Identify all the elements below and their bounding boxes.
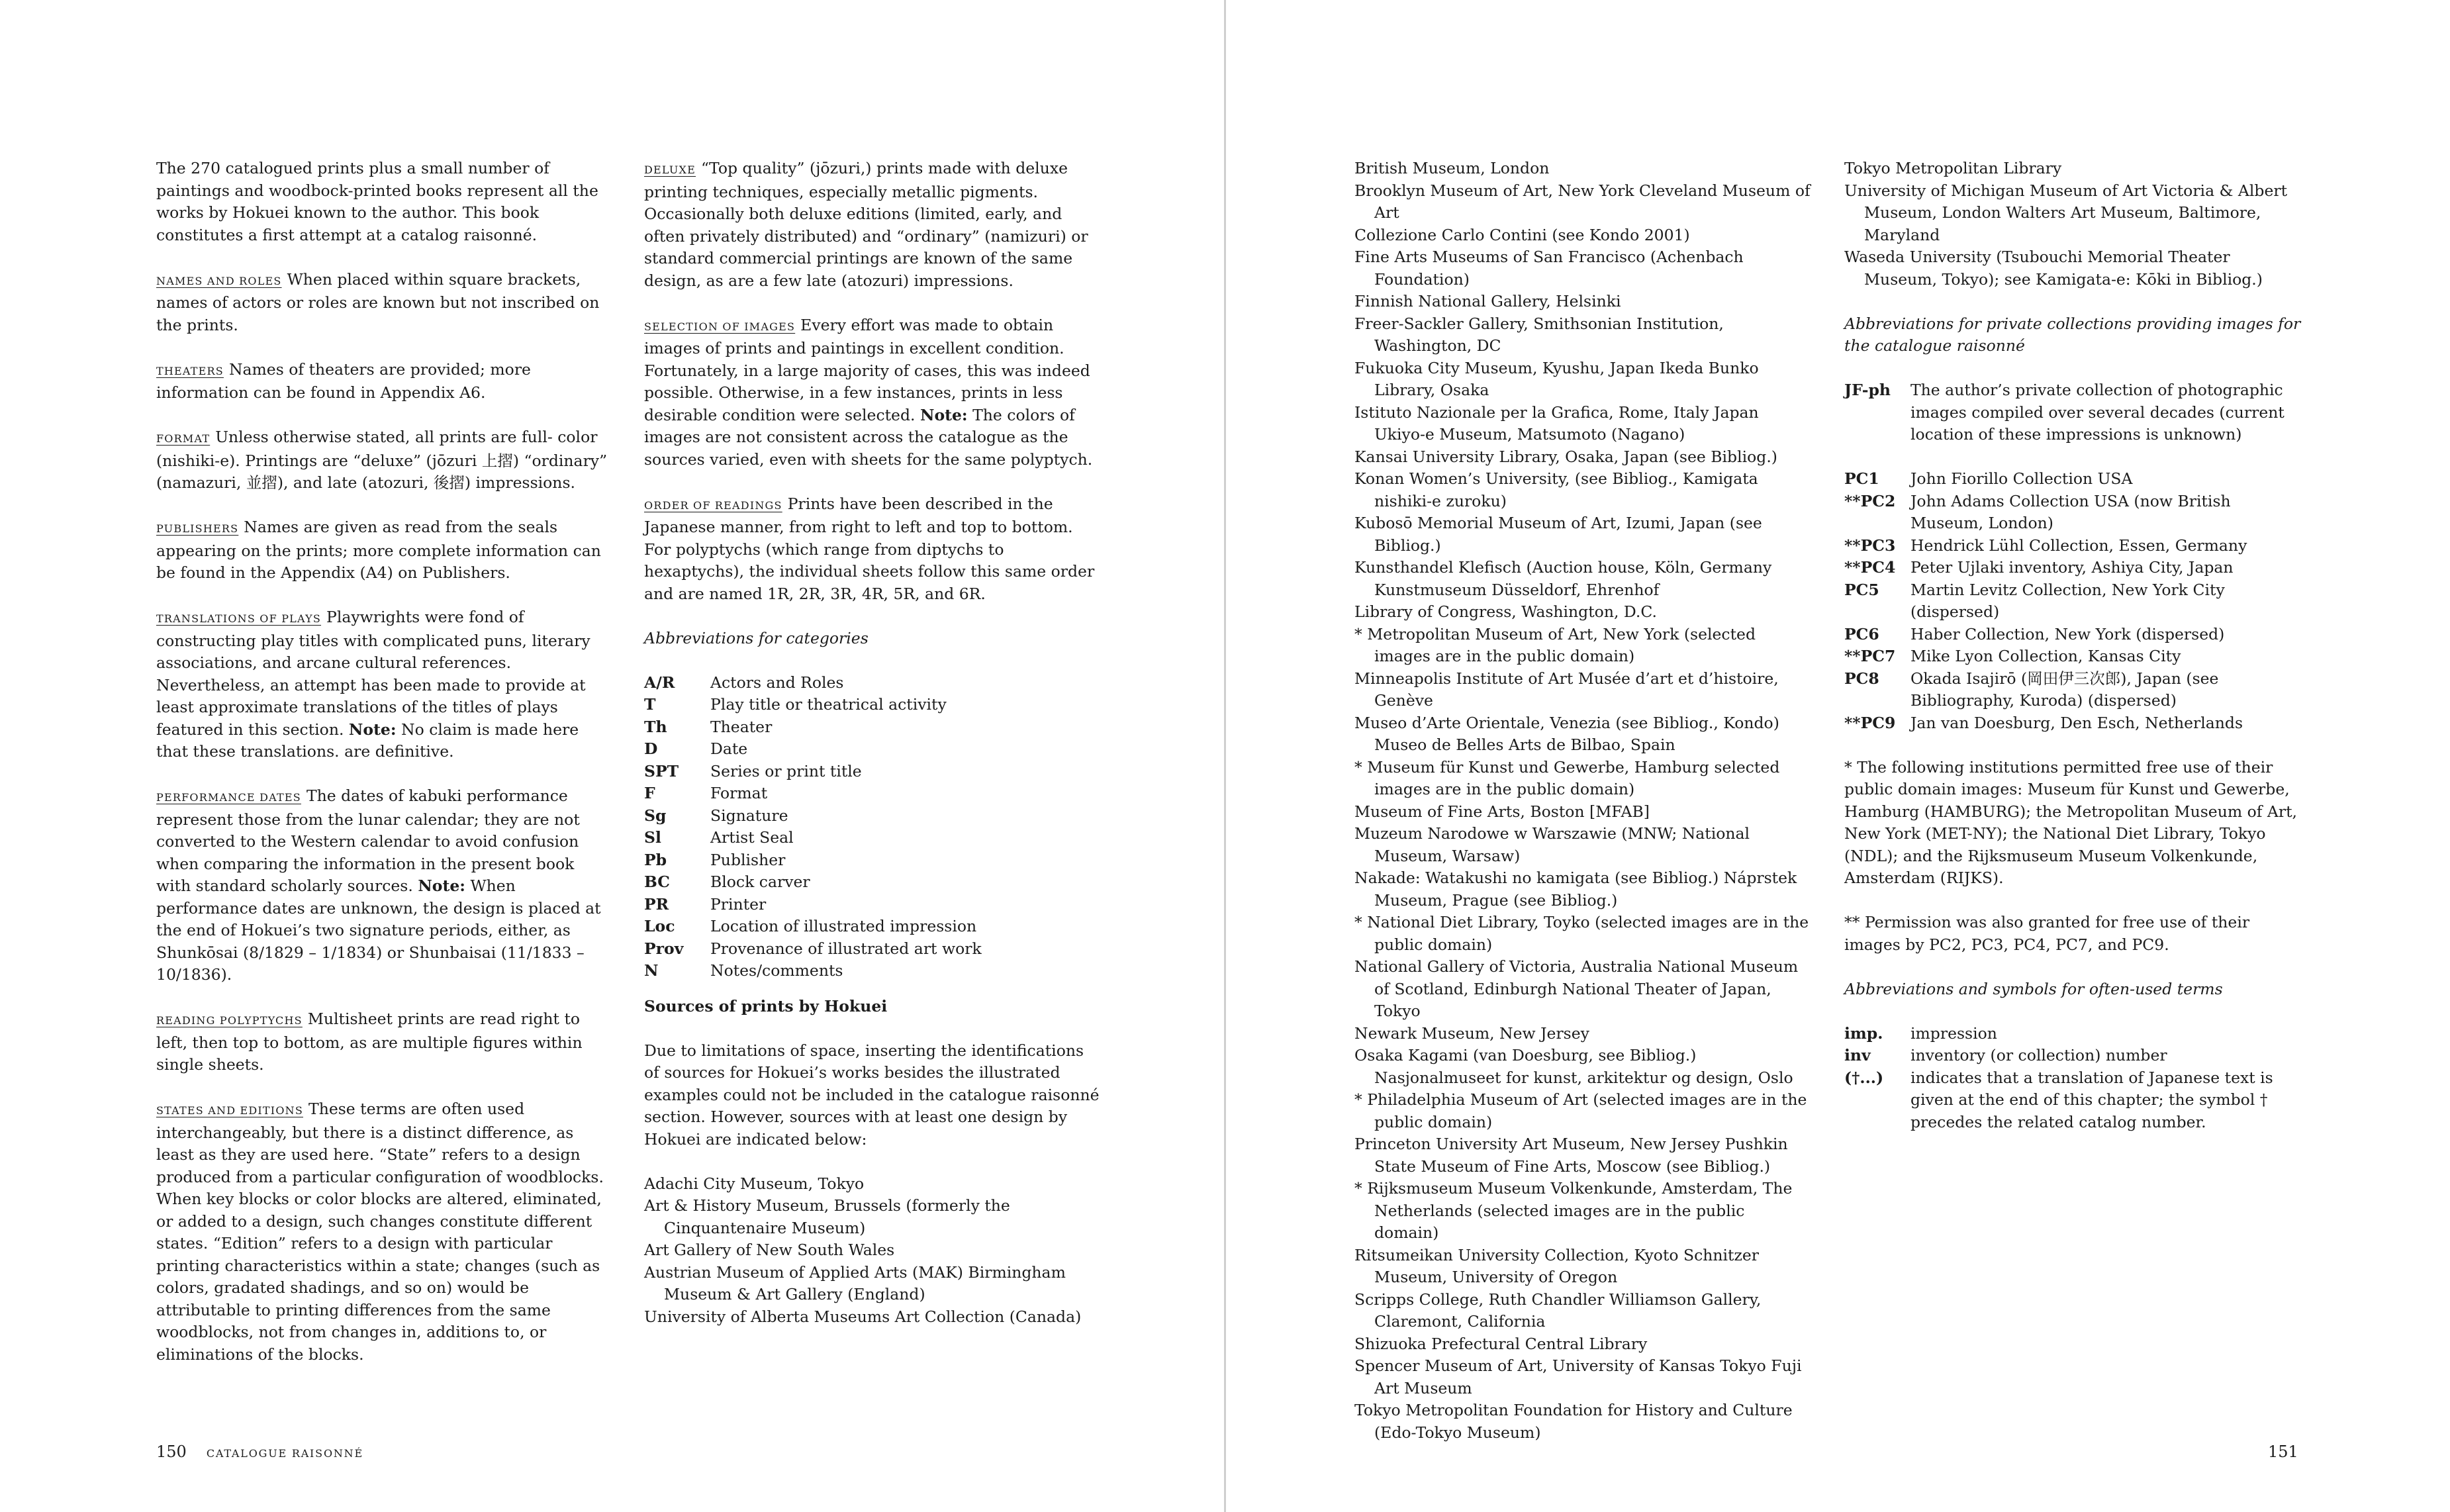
list-item: Fukuoka City Museum, Kyushu, Japan Ikeda Bunko Library, Osaka (1354, 358, 1759, 399)
note-label: Note: (919, 405, 968, 424)
list-item: Scripps College, Ruth Chandler Williamson Gallery, Claremont, California (1354, 1290, 1762, 1331)
list-item (644, 694, 1101, 716)
list-item: Nakade: Watakushi no kamigata (see Bibliog.) Náprstek Museum, Prague (see Bibliog.) (1354, 869, 1797, 910)
abbr-key: **PC4 (1844, 558, 1896, 577)
section-publishers (156, 516, 613, 585)
private-collections-list (1844, 379, 2301, 734)
list-item (644, 738, 1101, 761)
list-item: Austrian Museum of Applied Arts (MAK) Birmingham Museum & Art Gallery (England) (644, 1262, 1066, 1303)
abbr-key: (†...) (1844, 1068, 1884, 1087)
list-item (644, 716, 1101, 739)
terms-list (1844, 1023, 2301, 1134)
list-item (1844, 557, 2301, 579)
abbr-value: Printer (710, 894, 767, 914)
abbr-value: Okada Isajirō (岡田伊三次郎), Japan (see Bibliography, Kuroda) (dispersed) (1910, 669, 2219, 710)
list-item: Fine Arts Museums of San Francisco (Achenbach Foundation) (1354, 248, 1744, 289)
abbr-key: PC5 (1844, 580, 1879, 599)
list-item: Kansai University Library, Osaka, Japan (see Bibliog.) (1354, 447, 1777, 466)
section-text: Every effort was made to obtain images of prints and paintings in excellent condition. Fortunately, in a large majority of cases, this was indeed possible. Otherwise, in a few instances, prints in less desirable condition were selected. (644, 315, 1090, 424)
abbr-value: Play title or theatrical activity (710, 695, 947, 714)
section-head: STATES AND EDITIONS (156, 1104, 304, 1117)
abbr-key: JF-ph (1844, 381, 1891, 399)
abbr-value: Provenance of illustrated art work (710, 939, 982, 958)
list-item (1844, 668, 2301, 712)
right-page-column-2 (1844, 158, 2301, 1156)
list-item (1844, 1045, 2301, 1067)
abbr-value: The author’s private collection of photographic images compiled over several decades (current location of these impressions is unknown) (1910, 381, 2285, 444)
right-page-footer (2268, 1442, 2298, 1462)
list-item: Osaka Kagami (van Doesburg, see Bibliog.) Nasjonalmuseet for kunst, arkitektur og design, Oslo (1354, 1046, 1793, 1087)
list-item (1844, 1023, 2301, 1045)
list-item: Art & History Museum, Brussels (formerly the Cinquantenaire Museum) (644, 1196, 1010, 1237)
page-number: 150 (156, 1442, 187, 1461)
list-item (1844, 491, 2301, 535)
list-item (644, 938, 1101, 961)
list-item: Museum of Fine Arts, Boston [MFAB] (1354, 802, 1650, 821)
list-item (644, 916, 1101, 938)
page-number: 151 (2268, 1442, 2298, 1461)
abbr-key: A/R (644, 673, 675, 692)
sources-intro: Due to limitations of space, inserting the identifications of sources for Hokuei’s works besides the illustrated examples could not be included in the catalogue raisonné section. However, sources with at least one design by Hokuei are indicated below: (644, 1041, 1100, 1149)
note-text: No claim is made here that these translations. are definitive. (156, 720, 579, 761)
list-item (644, 672, 1101, 694)
section-names-and-roles (156, 269, 613, 337)
left-page-footer (156, 1442, 363, 1464)
section-head: PUBLISHERS (156, 522, 239, 535)
abbr-key: **PC3 (1844, 536, 1896, 555)
private-collections-title: Abbreviations for private collections providing images for the catalogue raisonné (1844, 314, 2301, 355)
list-item: * Metropolitan Museum of Art, New York (selected images are in the public domain) (1354, 624, 1756, 665)
list-item: Istituto Nazionale per la Grafica, Rome, Italy Japan Ukiyo-e Museum, Matsumoto (Nagano) (1354, 402, 1759, 444)
section-reading-polyptychs (156, 1008, 613, 1076)
list-item (1844, 579, 2301, 624)
list-item: Brooklyn Museum of Art, New York Cleveland Museum of Art (1354, 181, 1811, 222)
list-item: * Rijksmuseum Museum Volkenkunde, Amsterdam, The Netherlands (selected images are in the public domain) (1354, 1179, 1793, 1242)
abbr-value: Signature (710, 806, 788, 825)
abbr-key: PR (644, 894, 669, 914)
section-deluxe (644, 158, 1101, 292)
abbr-key: Pb (644, 850, 667, 869)
abbr-key: Loc (644, 917, 675, 935)
list-item (644, 960, 1101, 982)
list-item (1844, 468, 2301, 491)
list-item (644, 827, 1101, 849)
abbr-key: **PC9 (1844, 713, 1896, 732)
section-head: ORDER OF READINGS (644, 498, 782, 512)
abbr-key: SPT (644, 761, 679, 780)
abbr-key: PC6 (1844, 624, 1879, 643)
list-item: British Museum, London (1354, 159, 1550, 177)
section-selection-of-images (644, 314, 1101, 471)
abbr-key: PC8 (1844, 669, 1879, 688)
list-item (1844, 624, 2301, 646)
section-performance-dates (156, 785, 613, 986)
section-head: NAMES AND ROLES (156, 274, 282, 287)
list-item (644, 894, 1101, 916)
section-text: The dates of kabuki performance represent those from the lunar calendar; they are not converted to the Western calendar to avoid confusion when comparing the information in the present book with standard scholarly sources. (156, 786, 580, 895)
abbr-value: Notes/comments (710, 961, 843, 980)
list-item: * Museum für Kunst und Gewerbe, Hamburg selected images are in the public domain) (1354, 757, 1780, 798)
list-item: Adachi City Museum, Tokyo (644, 1174, 865, 1193)
section-text: Multisheet prints are read right to left, then top to bottom, as are multiple figures within single sheets. (156, 1010, 583, 1074)
note-text: The colors of images are not consistent across the catalogue as the sources varied, even with sheets for the same polyptych. (644, 405, 1093, 469)
section-head: DELUXE (644, 164, 696, 176)
list-item: Spencer Museum of Art, University of Kansas Tokyo Fuji Art Museum (1354, 1356, 1802, 1397)
abbr-value: Mike Lyon Collection, Kansas City (1910, 647, 2181, 665)
abbr-value: John Adams Collection USA (now British Museum, London) (1910, 491, 2231, 532)
list-item: * National Diet Library, Toyko (selected images are in the public domain) (1354, 913, 1809, 954)
section-text: Prints have been described in the Japanese manner, from right to left and top to bottom. For polyptychs (which range from diptychs to hexaptychs), the individual sheets follow this same order and are named 1R, 2R, 3R, 4R, 5R, and 6R. (644, 494, 1095, 603)
abbr-key: Sl (644, 828, 661, 847)
right-page-column-1 (1354, 158, 1811, 1444)
abbr-value: Block carver (710, 873, 810, 891)
abbr-value: impression (1910, 1023, 1997, 1043)
abbr-value: indicates that a translation of Japanese text is given at the end of this chapter; the symbol † precedes the related catalog number. (1910, 1068, 2273, 1131)
list-item: Konan Women’s University, (see Bibliog., Kamigata nishiki-e zuroku) (1354, 469, 1758, 510)
list-item: Art Gallery of New South Wales (644, 1241, 895, 1259)
abbr-value: Peter Ujlaki inventory, Ashiya City, Japan (1910, 558, 2234, 577)
section-head: TRANSLATIONS OF PLAYS (156, 612, 322, 625)
abbr-value: Date (710, 739, 748, 758)
abbr-key: inv (1844, 1046, 1871, 1064)
section-order-of-readings (644, 493, 1101, 606)
section-head: PERFORMANCE DATES (156, 791, 301, 804)
abbr-value: Haber Collection, New York (dispersed) (1910, 624, 2225, 643)
section-head: FORMAT (156, 432, 211, 445)
book-gutter (1224, 0, 1226, 1512)
section-text: Playwrights were fond of constructing play titles with complicated puns, literary associations, and arcane cultural references. Nevertheless, an attempt has been made to provide at least approximate translations of the titles of plays featured in this section. (156, 608, 590, 739)
list-item: Tokyo Metropolitan Library (1844, 159, 2062, 177)
list-item: Finnish National Gallery, Helsinki (1354, 292, 1621, 310)
permission-note: ** Permission was also granted for free use of their images by PC2, PC3, PC4, PC7, and PC9. (1844, 913, 2250, 954)
section-text: These terms are often used interchangeably, but there is a distinct difference, as least as they are used here. “State” refers to a design produced from a particular configuration of woodblocks. When key blocks or color blocks are altered, eliminated, or added to a design, such changes constitute different states. “Edition” refers to a design with particular printing characteristics within a state; changes (such as colors, gradated shadings, and so on) would be attributable to printing differences from the same woodblocks, not from changes in, additions to, or eliminations of the blocks. (156, 1100, 604, 1364)
list-item: Shizuoka Prefectural Central Library (1354, 1334, 1648, 1353)
list-item: Princeton University Art Museum, New Jersey Pushkin State Museum of Fine Arts, Moscow (see Bibliog.) (1354, 1135, 1788, 1176)
note-text: When performance dates are unknown, the design is placed at the end of Hokuei’s two signature periods, either, as Shunkōsai (8/1829 – 1/1834) or Shunbaisai (11/1833 – 10/1836). (156, 876, 601, 984)
section-text: Unless otherwise stated, all prints are full- color (nishiki-e). Printings are “deluxe” (jōzuri 上摺) “ordinary” (namazuri, 並摺), and late (atozuri, 後摺) impressions. (156, 428, 608, 492)
abbr-key: Th (644, 717, 667, 736)
abbr-value: Actors and Roles (710, 673, 844, 692)
abbr-value: Hendrick Lühl Collection, Essen, Germany (1910, 536, 2247, 555)
list-item: Library of Congress, Washington, D.C. (1354, 602, 1657, 621)
list-item (1844, 1067, 2301, 1134)
list-item: Tokyo Metropolitan Foundation for History and Culture (Edo-Tokyo Museum) (1354, 1401, 1793, 1442)
list-item (644, 782, 1101, 805)
list-item: Kubosō Memorial Museum of Art, Izumi, Japan (see Bibliog.) (1354, 514, 1762, 555)
abbr-key: PC1 (1844, 469, 1879, 488)
section-theaters (156, 359, 613, 404)
abbr-value: Publisher (710, 850, 786, 869)
list-item (644, 871, 1101, 894)
abbr-key: N (644, 961, 659, 980)
categories-title: Abbreviations for categories (644, 628, 869, 647)
section-text: “Top quality” (jōzuri,) prints made with deluxe printing techniques, especially metallic pigments. Occasionally both deluxe editions (limited, early, and often privately distributed) and “ordinary” (namizuri) or standard commercial printings are known of the same design, as are a few late (atozuri) impressions. (644, 159, 1088, 290)
abbr-value: Theater (710, 717, 773, 736)
abbr-key: Prov (644, 939, 684, 958)
list-spacer (1844, 446, 2301, 469)
abbr-value: inventory (or collection) number (1910, 1046, 2167, 1064)
sources-list-continued (1354, 158, 1811, 1444)
list-item (1844, 645, 2301, 668)
abbr-key: BC (644, 873, 671, 891)
abbr-value: Format (710, 784, 768, 802)
list-item: Muzeum Narodowe w Warszawie (MNW; National Museum, Warsaw) (1354, 824, 1750, 865)
list-item: National Gallery of Victoria, Australia National Museum of Scotland, Edinburgh National Theater of Japan, Tokyo (1354, 957, 1799, 1020)
abbr-key: imp. (1844, 1023, 1883, 1043)
note-label: Note: (348, 720, 397, 739)
section-format (156, 426, 613, 495)
section-head: THEATERS (156, 364, 224, 377)
running-head: CATALOGUE RAISONNÉ (206, 1447, 363, 1460)
list-item: Waseda University (Tsubouchi Memorial Theater Museum, Tokyo); see Kamigata-e: Kōki in Bibliog.) (1844, 248, 2263, 289)
list-item: Ritsumeikan University Collection, Kyoto Schnitzer Museum, University of Oregon (1354, 1245, 1760, 1286)
section-text: Names are given as read from the seals appearing on the prints; more complete information can be found in the Appendix (A4) on Publishers. (156, 518, 601, 582)
abbr-value: Artist Seal (710, 828, 794, 847)
abbr-key: F (644, 784, 655, 802)
terms-title: Abbreviations and symbols for often-used terms (1844, 979, 2223, 998)
list-item: Minneapolis Institute of Art Musée d’art et d’histoire, Genève (1354, 669, 1779, 710)
abbr-key: D (644, 739, 658, 758)
note-label: Note: (418, 876, 465, 895)
list-item (644, 805, 1101, 827)
section-text: Names of theaters are provided; more information can be found in Appendix A6. (156, 359, 531, 402)
sources-heading: Sources of prints by Hokuei (644, 996, 888, 1016)
section-head: SELECTION OF IMAGES (644, 320, 796, 333)
abbr-value: Martin Levitz Collection, New York City (dispersed) (1910, 580, 2225, 621)
abbr-key: T (644, 695, 656, 714)
public-domain-note: * The following institutions permitted free use of their public domain images: Museum für Kunst und Gewerbe, Hamburg (HAMBURG); the Metropolitan Museum of Art, New York (MET-NY); the National Diet Library, Tokyo (NDL); and the Rijksmuseum Museum Volkenkunde, Amsterdam (RIJKS). (1844, 757, 2298, 887)
list-item (644, 761, 1101, 783)
list-item (1844, 712, 2301, 735)
categories-list (644, 672, 1101, 982)
list-item: * Philadelphia Museum of Art (selected images are in the public domain) (1354, 1090, 1807, 1131)
section-translations-of-plays (156, 606, 613, 763)
abbr-value: Location of illustrated impression (710, 917, 977, 935)
section-text: When placed within square brackets, names of actors or roles are known but not inscribed on the prints. (156, 269, 600, 334)
list-item: Collezione Carlo Contini (see Kondo 2001) (1354, 225, 1690, 244)
list-item: Kunsthandel Klefisch (Auction house, Köln, Germany Kunstmuseum Düsseldorf, Ehrenhof (1354, 558, 1772, 599)
list-item: University of Michigan Museum of Art Victoria & Albert Museum, London Walters Art Museum, Baltimore, Maryland (1844, 181, 2288, 244)
list-item (1844, 535, 2301, 557)
list-item: Freer-Sackler Gallery, Smithsonian Institution, Washington, DC (1354, 314, 1724, 355)
section-states-and-editions (156, 1098, 613, 1366)
sources-list (644, 1173, 1101, 1329)
abbr-key: **PC2 (1844, 491, 1896, 510)
sources-list-end (1844, 158, 2301, 291)
list-item: Newark Museum, New Jersey (1354, 1023, 1589, 1043)
list-item (644, 849, 1101, 872)
abbr-value: John Fiorillo Collection USA (1910, 469, 2133, 488)
abbr-key: Sg (644, 806, 667, 825)
left-page-column-2 (644, 158, 1101, 1328)
list-item: Museo d’Arte Orientale, Venezia (see Bibliog., Kondo) Museo de Belles Arts de Bilbao, Spain (1354, 713, 1779, 754)
abbr-key: **PC7 (1844, 647, 1896, 665)
left-page-column-1 (156, 158, 613, 1388)
list-item (1844, 379, 2301, 446)
list-item: University of Alberta Museums Art Collection (Canada) (644, 1307, 1082, 1326)
intro-paragraph: The 270 catalogued prints plus a small number of paintings and woodbock-printed books represent all the works by Hokuei known to the author. This book constitutes a first attempt at a catalog raisonné. (156, 159, 598, 244)
abbr-value: Jan van Doesburg, Den Esch, Netherlands (1910, 713, 2243, 732)
abbr-value: Series or print title (710, 761, 862, 780)
section-head: READING POLYPTYCHS (156, 1014, 303, 1027)
